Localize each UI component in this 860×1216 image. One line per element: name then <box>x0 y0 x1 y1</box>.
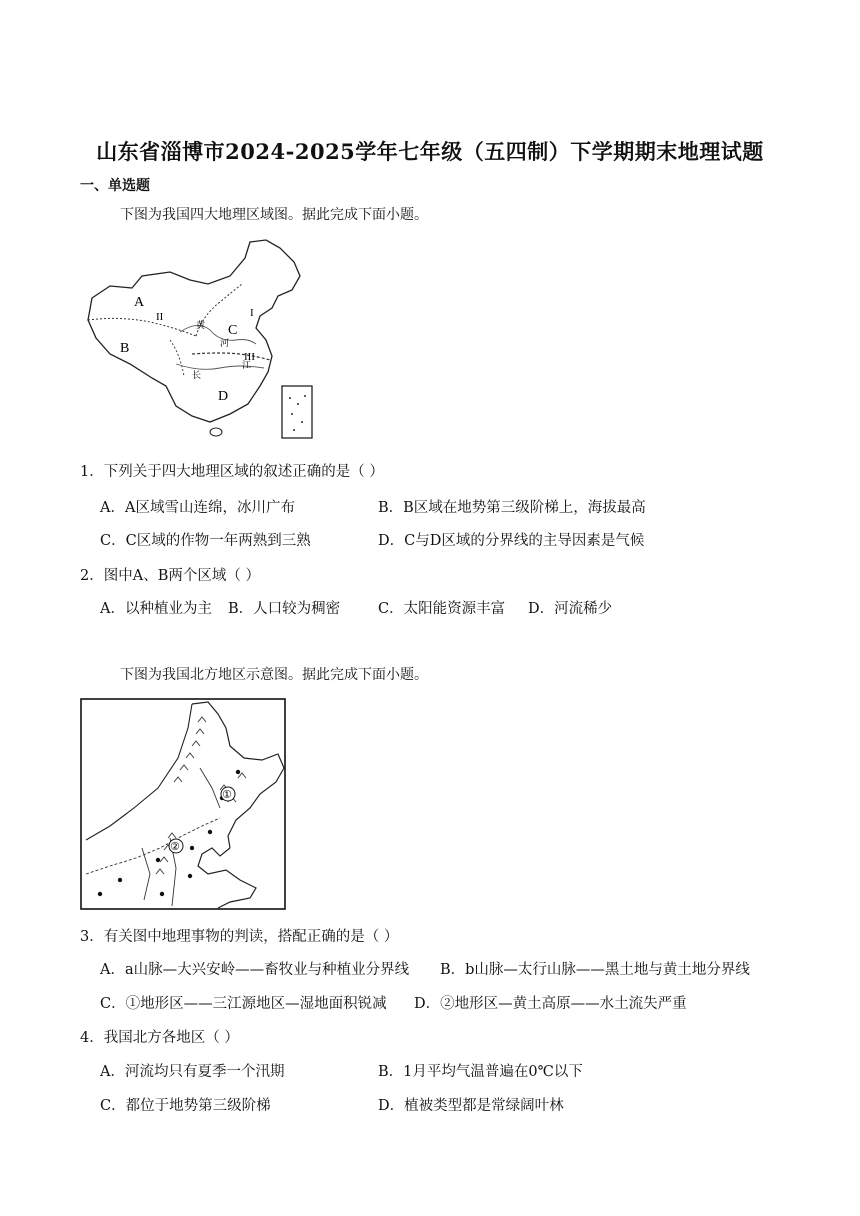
map-label-b: B <box>120 341 130 356</box>
q4-option-c[interactable]: C．都位于地势第三级阶梯 <box>100 1098 271 1114</box>
boundary-line-qz <box>170 340 184 376</box>
group1-intro: 下图为我国四大地理区域图。据此完成下面小题。 <box>120 207 428 223</box>
q1-option-d[interactable]: D．C与D区域的分界线的主导因素是气候 <box>378 533 645 549</box>
boundary-line-ii <box>88 318 196 336</box>
q2-option-b[interactable]: B．人口较为稠密 <box>228 601 341 617</box>
question-2-stem: 2．图中A、B两个区域（ ） <box>80 568 260 584</box>
map-label-two: ② <box>170 840 180 853</box>
map-label-ii: II <box>156 311 164 323</box>
q1-option-a[interactable]: A．A区域雪山连绵，冰川广布 <box>100 500 295 516</box>
q4-option-a[interactable]: A．河流均只有夏季一个汛期 <box>100 1064 285 1080</box>
hainan-island <box>210 428 222 436</box>
q3-option-b[interactable]: B．b山脉—太行山脉——黑土地与黄土地分界线 <box>440 962 750 978</box>
group2-intro: 下图为我国北方地区示意图。据此完成下面小题。 <box>120 667 428 683</box>
north-china-map <box>80 698 286 910</box>
map-label-c: C <box>228 323 238 338</box>
q3-option-a[interactable]: A．a山脉—大兴安岭——畜牧业与种植业分界线 <box>100 962 410 978</box>
map-label-d: D <box>218 389 229 404</box>
map-label-iii: III <box>244 351 255 363</box>
map-label-a: A <box>134 295 145 310</box>
q2-option-c[interactable]: C．太阳能资源丰富 <box>378 601 506 617</box>
q1-option-b[interactable]: B．B区域在地势第三级阶梯上，海拔最高 <box>378 500 646 516</box>
map-frame <box>81 699 285 909</box>
page-title: 山东省淄博市2024-2025学年七年级（五四制）下学期期末地理试题 <box>96 139 764 164</box>
q4-option-d[interactable]: D．植被类型都是常绿阔叶林 <box>378 1098 564 1114</box>
question-4-stem: 4．我国北方各地区（ ） <box>80 1030 239 1046</box>
china-regions-map <box>80 236 320 442</box>
map-label-jiang: 江 <box>242 361 252 371</box>
north-china-map-svg <box>80 698 286 910</box>
map-label-one: ① <box>222 788 232 801</box>
map-label-i: I <box>250 307 254 319</box>
section-heading: 一、单选题 <box>80 178 150 194</box>
q3-option-d[interactable]: D．②地形区—黄土高原——水土流失严重 <box>414 996 687 1012</box>
q1-option-c[interactable]: C．C区域的作物一年两熟到三熟 <box>100 533 311 549</box>
question-3-stem: 3．有关图中地理事物的判读，搭配正确的是（ ） <box>80 929 399 945</box>
south-china-sea-inset <box>282 386 312 438</box>
china-outline <box>88 240 300 422</box>
map-label-he: 河 <box>220 339 230 349</box>
q4-option-b[interactable]: B．1月平均气温普遍在0℃以下 <box>378 1064 583 1080</box>
map-label-chang: 长 <box>192 371 202 381</box>
q2-option-d[interactable]: D．河流稀少 <box>528 601 613 617</box>
china-regions-map-svg <box>80 236 320 442</box>
question-1-stem: 1．下列关于四大地理区域的叙述正确的是（ ） <box>80 464 384 480</box>
q2-option-a[interactable]: A．以种植业为主 <box>100 601 212 617</box>
map-label-huang: 黄 <box>196 321 206 331</box>
q3-option-c[interactable]: C．①地形区——三江源地区—湿地面积锐减 <box>100 996 387 1012</box>
boundary-line-iii <box>192 353 270 360</box>
